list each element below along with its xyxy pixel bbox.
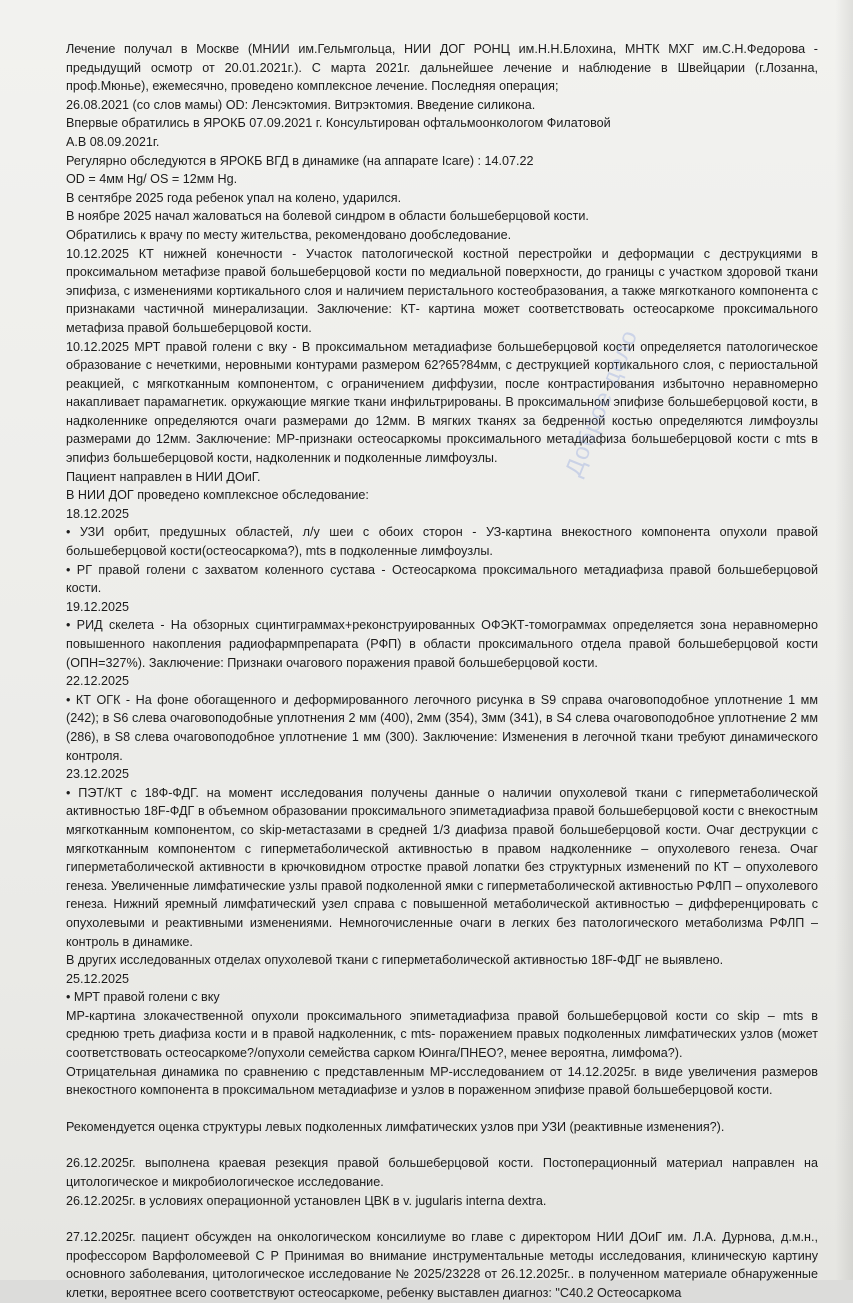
report-paragraph: 18.12.2025 xyxy=(66,506,130,521)
report-paragraph: 26.08.2021 (со слов мамы) OD: Ленсэктомия. Витрэктомия. Введение силикона. xyxy=(66,97,536,112)
report-paragraph: Лечение получал в Москве (МНИИ им.Гельмгольца, НИИ ДОГ РОНЦ им.Н.Н.Блохина, МНТК МХГ им.С.Н.Федорова - предыдущий осмотр от 20.01.2021г.). С марта 2021г. дальнейшее лечение и наблюдение в Швейцарии (г.Лозанна, проф.Мюнье), ежемесячно, проведено комплексное лечение. Последняя операция; xyxy=(66,42,818,94)
report-paragraph: А.В 08.09.2021г. xyxy=(66,134,160,149)
medical-report-text xyxy=(66,40,818,1303)
report-paragraph: • УЗИ орбит, предушных областей, л/у шеи с обоих сторон - УЗ-картина внекостного компонента опухоли правой большеберцовой кости(остеосаркома?), mts в подколенные лимфоузлы. xyxy=(66,525,818,559)
report-paragraph: 26.12.2025г. в условиях операционной установлен ЦВК в v. jugularis interna dextra. xyxy=(66,1193,547,1208)
report-paragraph: 25.12.2025 xyxy=(66,971,130,986)
report-paragraph: Пациент направлен в НИИ ДОиГ. xyxy=(66,469,261,484)
report-paragraph: • РГ правой голени с захватом коленного сустава - Остеосаркома проксимального метадиафиза правой большеберцовой кости. xyxy=(66,562,818,596)
report-paragraph: 26.12.2025г. выполнена краевая резекция правой большеберцовой кости. Постоперационный материал направлен на цитологическое и микробиологическое исследование. xyxy=(66,1156,818,1190)
report-paragraph: 19.12.2025 xyxy=(66,599,130,614)
report-paragraph: МР-картина злокачественной опухоли проксимального эпиметадиафиза правой большеберцовой кости со skip – mts в среднюю треть диафиза кости и в правой надколенник, с mts- поражением правых подколенных лимфатических узлов (может соответствовать остеосаркоме?/опухоли семейства сарком Юинга/ПНЕО?, менее вероятна, лимфома?). xyxy=(66,1008,818,1061)
report-paragraph: • РИД скелета - На обзорных сцинтиграммах+реконструированных ОФЭКТ-томограммах определяется зона неравномерно повышенного накопления радиофармпрепарата (РФП) в области проксимального отдела правой большеберцовой кости (ОПН=327%). Заключение: Признаки очагового поражения правой большеберцовой кости. xyxy=(66,618,818,670)
page-edge-shadow xyxy=(835,0,853,1280)
report-paragraph: Рекомендуется оценка структуры левых подколенных лимфатических узлов при УЗИ (реактивные изменения?). xyxy=(66,1119,725,1134)
report-paragraph: 10.12.2025 МРТ правой голени с вку - В проксимальном метадиафизе большеберцовой кости определяется патологическое образование с нечеткими, неровными контурами размером 62?65?84мм, с деструкцией кортикального слоя, с периостальной реакцией, с мягкотканным компонентом, с ограничением диффузии, после контрастирования избыточно неравномерно накапливает парамагнетик. оркужающие мягкие ткани инфильтрированы. В проксимальном эпифизе большеберцовой кости, в надколеннике определяются очаги размерами до 12мм. В мягких тканях за бедренной костью определяются лимфоузлы размерами до 12мм. Заключение: МР-признаки остеосаркомы проксимального метадиафиза большеберцовой кости с mts в эпифиз большеберцовой кости, надколенник и подколенные лимфоузлы. xyxy=(66,339,818,466)
watermark-text: Доброе дело xyxy=(560,325,644,481)
report-paragraph: • КТ ОГК - На фоне обогащенного и деформированного легочного рисунка в S9 справа очаговоподобное уплотнение 1 мм (242); в S6 слева очаговоподобные уплотнения 2 мм (400), 2мм (354), 3мм (341), в S4 слева очаговоподобное уплотнение 2 мм (286), в S8 слева очаговоподобное уплотнение 1 мм (300). Заключение: Изменения в легочной ткани требуют динамического контроля. xyxy=(66,692,818,763)
report-paragraph: 22.12.2025 xyxy=(66,674,130,689)
report-paragraph: В сентябре 2025 года ребенок упал на колено, ударился. xyxy=(66,190,402,205)
report-paragraph: В ноябре 2025 начал жаловаться на болевой синдром в области большеберцовой кости. xyxy=(66,209,589,224)
report-paragraph: 23.12.2025 xyxy=(66,767,130,782)
report-paragraph: В других исследованных отделах опухолевой ткани с гиперметаболической активностью 18F-ФДГ не выявлено. xyxy=(66,953,724,968)
report-paragraph: Регулярно обследуются в ЯРОКБ ВГД в динамике (на аппарате Icare) : 14.07.22 xyxy=(66,153,534,168)
report-paragraph: Отрицательная динамика по сравнению с представленным МР-исследованием от 14.12.2025г. в виде увеличения размеров внекостного компонента в проксимальном метадиафизе и узлов в пораженном эпифизе правой большеберцовой кости. xyxy=(66,1064,818,1098)
report-paragraph: OD = 4мм Hg/ OS = 12мм Hg. xyxy=(66,172,238,187)
report-paragraph: 10.12.2025 КТ нижней конечности - Участок патологической костной перестройки и деформации с деструкциями в проксимальном метафизе правой большеберцовой кости по медиальной поверхности, до границы с участком здоровой ткани эпифиза, с изменениями кортикального слоя и наличием перистального костеобразования, а также мягкотканого компонента с признаками частичной минерализации. Заключение: КТ- картина может соответствовать остеосаркоме проксимального метафиза правой большеберцовой кости. xyxy=(66,246,818,335)
report-paragraph: Обратились к врачу по месту жительства, рекомендовано дообследование. xyxy=(66,227,512,242)
report-paragraph: • МРТ правой голени с вку xyxy=(66,990,220,1005)
report-paragraph: В НИИ ДОГ проведено комплексное обследование: xyxy=(66,488,369,503)
report-paragraph: 27.12.2025г. пациент обсужден на онкологическом консилиуме во главе с директором НИИ ДОиГ им. Л.А. Дурнова, д.м.н., профессором Варфоломеевой С Р Принимая во внимание инструментальные методы исследования, клиническую картину основного заболевания, цитологическое исследование № 2025/23228 от 26.12.2025г.. в полученном материале обнаруженные клетки, вероятнее всего соответствуют остеосаркоме, ребенку выставлен диагноз: "C40.2 Остеосаркома xyxy=(66,1230,818,1300)
report-paragraph: Впервые обратились в ЯРОКБ 07.09.2021 г. Консультирован офтальмоонкологом Филатовой xyxy=(66,116,611,131)
report-paragraph: • ПЭТ/КТ с 18Ф-ФДГ. на момент исследования получены данные о наличии опухолевой ткани с гиперметаболической активностью 18F-ФДГ в объемном образовании проксимального эпиметадиафиза правой большеберцовой кости с внекостным мягкотканным компонентом, со skip-метастазами в средней 1/3 диафиза правой большеберцовой кости. Очаг деструкции с мягкотканным компонентом с гиперметаболической активностью в правом надколеннике – опухолевого генеза. Очаг гиперметаболической активности в крючковидном отростке правой лопатки без структурных изменений по КТ – опухолевого генеза. Увеличенные лимфатические узлы правой подколенной ямки с гиперметаболической активностью РФЛП – опухолевого генеза. Нижний яремный лимфатический узел справа с повышенной метаболической активностью – дифференцировать с опухолевыми и реактивными изменениями. Немногочисленные очаги в легких без патологического метаболизма РФЛП – контроль в динамике. xyxy=(66,785,818,949)
